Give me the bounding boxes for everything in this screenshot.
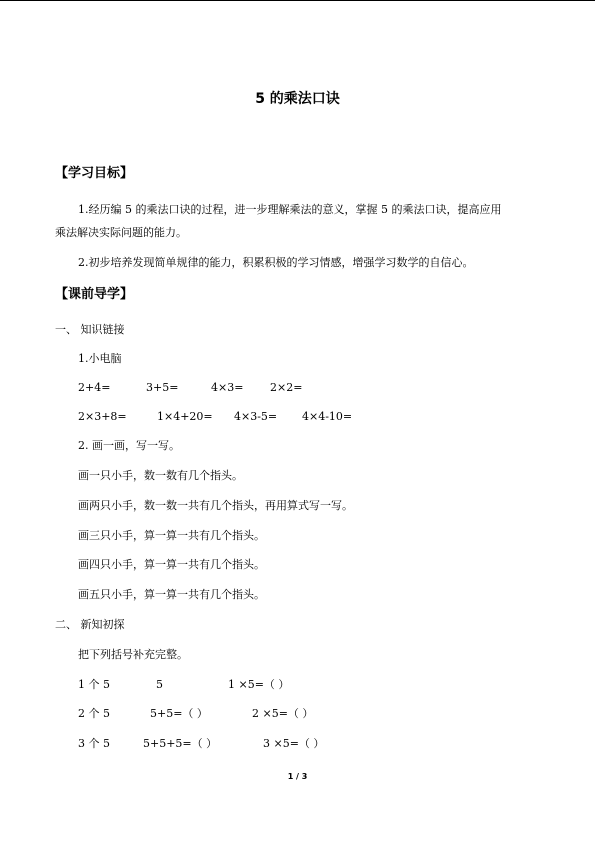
fill-in-count: 2 个 5: [78, 707, 110, 720]
fill-in-multiplication: 2 ×5=（ ）: [252, 707, 314, 720]
arithmetic-problem: 1×4+20=: [157, 410, 213, 423]
arithmetic-problem: 3+5=: [146, 381, 179, 394]
part-one-label: 一、 知识链接: [55, 323, 125, 336]
goal-paragraph-2: 2.初步培养发现简单规律的能力，积累积极的学习情感，增强学习数学的自信心。: [78, 256, 474, 269]
fill-in-multiplication: 3 ×5=（ ）: [263, 737, 325, 750]
drawing-task: 画五只小手，算一算一共有几个指头。: [78, 588, 265, 601]
fill-in-addition: 5+5+5=（ ）: [143, 737, 218, 750]
arithmetic-problem: 2×2=: [270, 381, 303, 394]
item-two-title: 2. 画一画，写一写。: [78, 439, 180, 452]
drawing-task: 画四只小手，算一算一共有几个指头。: [78, 558, 265, 571]
fill-in-count: 1 个 5: [78, 678, 110, 691]
arithmetic-problem: 4×4-10=: [302, 410, 353, 423]
drawing-task: 画两只小手，数一数一共有几个指头，再用算式写一写。: [78, 499, 353, 512]
top-border-line: [0, 0, 595, 1]
fill-in-addition: 5: [156, 678, 163, 691]
arithmetic-problem: 2×3+8=: [78, 410, 127, 423]
goal-paragraph-1-line-2: 乘法解决实际问题的能力。: [55, 226, 187, 239]
item-one-title: 1.小电脑: [78, 352, 122, 365]
section-heading-preview: 【课前导学】: [55, 287, 134, 302]
part-two-label: 二、 新知初探: [55, 618, 125, 631]
fill-in-addition: 5+5=（ ）: [150, 707, 208, 720]
document-title: 5 的乘法口诀: [255, 91, 340, 107]
fill-in-multiplication: 1 ×5=（ ）: [228, 678, 290, 691]
arithmetic-problem: 4×3-5=: [234, 410, 278, 423]
goal-paragraph-1-line-1: 1.经历编 5 的乘法口诀的过程，进一步理解乘法的意义，掌握 5 的乘法口诀，提高应用: [78, 203, 502, 216]
drawing-task: 画三只小手，算一算一共有几个指头。: [78, 529, 265, 542]
section-heading-goals: 【学习目标】: [55, 166, 134, 181]
fill-in-count: 3 个 5: [78, 737, 110, 750]
fill-in-instruction: 把下列括号补充完整。: [78, 648, 188, 661]
arithmetic-problem: 4×3=: [211, 381, 244, 394]
drawing-task: 画一只小手，数一数有几个指头。: [78, 469, 243, 482]
page-number: 1 / 3: [287, 772, 308, 781]
arithmetic-problem: 2+4=: [78, 381, 111, 394]
